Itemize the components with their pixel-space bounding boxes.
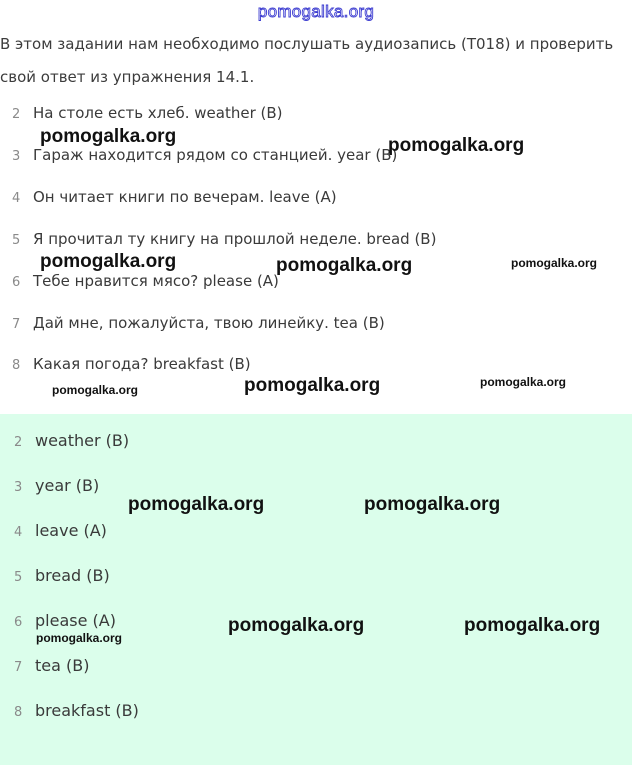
answer-number: 2 <box>14 435 23 450</box>
question-number: 5 <box>12 233 21 248</box>
question-item <box>12 104 283 122</box>
answer-number: 7 <box>14 660 23 675</box>
question-text: На столе есть хлеб. weather (B) <box>33 104 283 122</box>
question-number: 6 <box>12 275 21 290</box>
question-item <box>12 146 397 164</box>
answer-item <box>14 431 129 450</box>
watermark: pomogalka.org <box>480 375 567 389</box>
question-number: 8 <box>12 358 21 373</box>
task-intro: В этом задании нам необходимо послушать аудиозапись (Т018) и проверить свой ответ из упражнения 14.1. <box>0 35 614 86</box>
watermark: pomogalka.org <box>276 255 413 276</box>
question-text: Дай мне, пожалуйста, твою линейку. tea (B) <box>33 314 385 332</box>
question-item <box>12 230 436 248</box>
watermark: pomogalka.org <box>511 256 598 270</box>
watermark: pomogalka.org <box>36 631 123 645</box>
watermark: pomogalka.org <box>40 251 177 272</box>
question-text: Гараж находится рядом со станцией. year (B) <box>33 146 398 164</box>
answer-number: 4 <box>14 525 23 540</box>
question-text: Какая погода? breakfast (B) <box>33 355 251 373</box>
answer-item <box>14 611 116 630</box>
question-item <box>12 355 251 373</box>
watermark: pomogalka.org <box>128 494 265 515</box>
question-number: 4 <box>12 191 21 206</box>
question-text: Тебе нравится мясо? please (A) <box>33 272 279 290</box>
answer-item <box>14 521 107 540</box>
watermark: pomogalka.org <box>464 615 601 636</box>
watermark: pomogalka.org <box>52 383 139 397</box>
answer-text: year (B) <box>35 476 100 495</box>
question-text: Он читает книги по вечерам. leave (A) <box>33 188 337 206</box>
site-header-link[interactable]: pomogalka.org <box>257 2 375 21</box>
answer-item <box>14 701 139 720</box>
watermark: pomogalka.org <box>388 135 525 156</box>
answer-text: weather (B) <box>35 431 130 450</box>
watermark: pomogalka.org <box>40 126 177 147</box>
answer-number: 6 <box>14 615 23 630</box>
answer-text: bread (B) <box>35 566 110 585</box>
answer-item <box>14 476 99 495</box>
answer-item <box>14 566 110 585</box>
answers-panel <box>0 414 632 765</box>
question-text: Я прочитал ту книгу на прошлой неделе. bread (B) <box>33 230 437 248</box>
answer-text: leave (A) <box>35 521 107 540</box>
question-item <box>12 314 385 332</box>
answer-number: 5 <box>14 570 23 585</box>
answer-text: tea (B) <box>35 656 90 675</box>
answer-number: 3 <box>14 480 23 495</box>
answer-item <box>14 656 89 675</box>
question-number: 7 <box>12 317 21 332</box>
watermark: pomogalka.org <box>244 375 381 396</box>
question-item <box>12 188 337 206</box>
answer-text: breakfast (B) <box>35 701 139 720</box>
question-item <box>12 272 279 290</box>
question-number: 2 <box>12 107 21 122</box>
watermark: pomogalka.org <box>364 494 501 515</box>
answer-number: 8 <box>14 705 23 720</box>
answer-text: please (A) <box>35 611 116 630</box>
question-number: 3 <box>12 149 21 164</box>
watermark: pomogalka.org <box>228 615 365 636</box>
